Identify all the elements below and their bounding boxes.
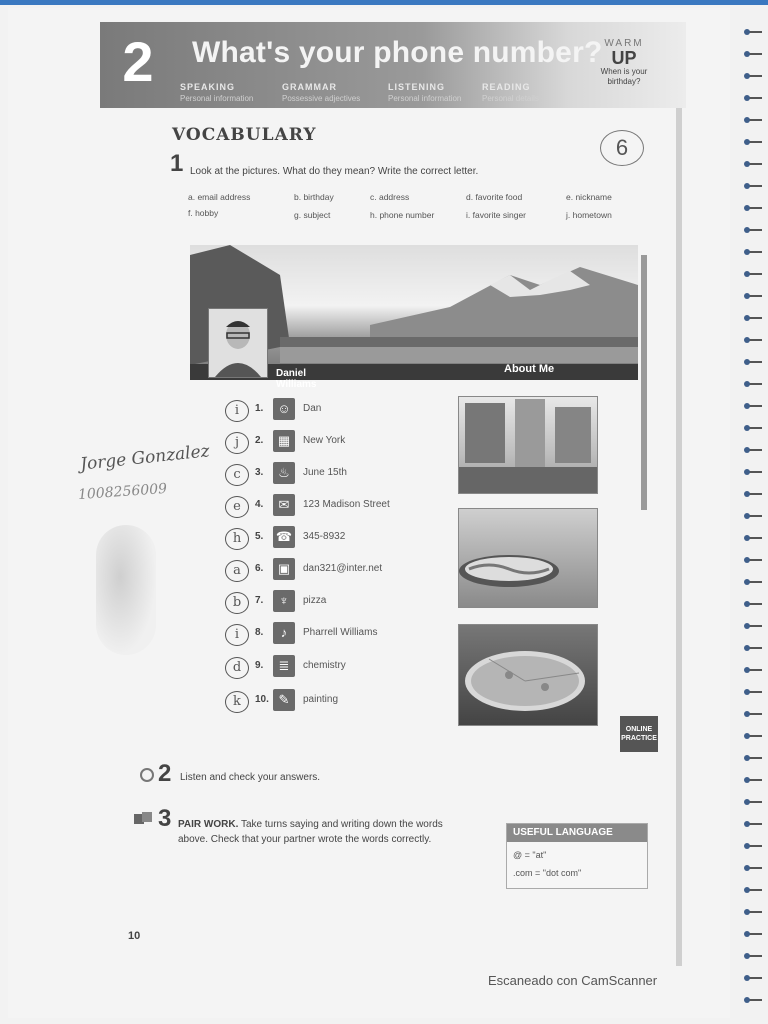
word-bank-item: g. subject — [294, 210, 331, 220]
scrollbar — [641, 255, 647, 510]
word-bank-item: a. email address — [188, 192, 251, 202]
skill-speaking: SPEAKING Personal information — [180, 82, 254, 103]
word-bank-item: d. favorite food — [466, 192, 523, 202]
exercise-3-number: 3 — [158, 805, 172, 832]
list-item: j 2. ▦ New York — [225, 430, 455, 456]
handwritten-answer: i — [225, 400, 249, 422]
word-bank-item: j. hometown — [566, 210, 612, 220]
cutlery-icon: ♆ — [273, 590, 295, 612]
handwritten-answer: i — [225, 624, 249, 646]
cake-icon: ♨ — [273, 462, 295, 484]
city-street-photo — [458, 396, 598, 494]
unit-number: 2 — [122, 30, 154, 93]
list-item: i 8. ♪ Pharrell Williams — [225, 622, 455, 648]
warm-up-box: WARM UP When is your birthday? — [600, 38, 648, 86]
pizza-illustration — [459, 625, 597, 725]
list-item: b 7. ♆ pizza — [225, 590, 455, 616]
microphone-icon: ♪ — [273, 622, 295, 644]
word-bank-item: f. hobby — [188, 208, 219, 218]
unit-title: What's your phone number? — [192, 36, 603, 69]
thumb-shadow — [96, 525, 156, 655]
person-photo-icon — [209, 309, 267, 377]
list-item: h 5. ☎ 345-8932 — [225, 526, 455, 552]
list-item: c 3. ♨ June 15th — [225, 462, 455, 488]
scanner-watermark: Escaneado con CamScanner — [488, 973, 658, 988]
handwritten-answer: k — [225, 691, 249, 713]
cake-photo — [458, 508, 598, 608]
page-edge-strip — [676, 108, 682, 966]
section-heading: VOCABULARY — [172, 125, 317, 145]
list-item: d 9. ≣ chemistry — [225, 655, 455, 681]
useful-language-line: .com = "dot com" — [513, 868, 582, 878]
list-item: k 10. ✎ painting — [225, 689, 455, 715]
skill-listening: LISTENING Personal information — [388, 82, 462, 103]
brush-icon: ✎ — [273, 689, 295, 711]
list-item: a 6. ▣ dan321@inter.net — [225, 558, 455, 584]
word-bank-item: i. favorite singer — [466, 210, 526, 220]
building-icon: ▦ — [273, 430, 295, 452]
handwritten-name: Jorge Gonzalez — [79, 441, 211, 475]
pizza-photo — [458, 624, 598, 726]
phone-icon: ☎ — [273, 526, 295, 548]
exercise-2-instruction: Listen and check your answers. — [180, 772, 321, 783]
word-bank-item: h. phone number — [370, 210, 435, 220]
avatar — [208, 308, 268, 378]
unit-banner — [100, 22, 686, 108]
page-number: 10 — [128, 930, 141, 942]
profile-name: Daniel Williams — [276, 368, 317, 390]
handwritten-answer: b — [225, 592, 249, 614]
computer-icon: ▣ — [273, 558, 295, 580]
list-item: e 4. ✉ 123 Madison Street — [225, 494, 455, 520]
person-icon: ☺ — [273, 398, 295, 420]
spiral-binding — [742, 22, 766, 1012]
word-bank-item: c. address — [370, 192, 410, 202]
handwritten-answer: c — [225, 464, 249, 486]
exercise-1-instruction: Look at the pictures. What do they mean? Write the correct letter. — [190, 166, 479, 177]
word-bank — [170, 190, 648, 230]
building-illustration — [459, 397, 597, 493]
handwritten-answer: j — [225, 432, 249, 454]
skill-grammar: GRAMMAR Possessive adjectives — [282, 82, 361, 103]
handwritten-answer: a — [225, 560, 249, 582]
handwritten-page-mark: 6 — [600, 130, 644, 166]
handwritten-answer: d — [225, 657, 249, 679]
handwritten-answer: e — [225, 496, 249, 518]
envelope-icon: ✉ — [273, 494, 295, 516]
handwritten-number: 1008256009 — [77, 480, 168, 504]
exercise-3-instruction: PAIR WORK. Take turns saying and writing down the words above. Check that your partner wrote the words correctly. — [178, 819, 443, 845]
useful-language-line: @ = "at" — [513, 850, 547, 860]
useful-language-title: USEFUL LANGUAGE — [507, 824, 647, 842]
skill-reading: READING Personal details — [482, 82, 539, 103]
handwritten-answer: h — [225, 528, 249, 550]
exercise-2-number: 2 — [158, 760, 172, 787]
cake-illustration — [459, 509, 597, 607]
exercise-1-number: 1 — [170, 150, 184, 177]
book-icon: ≣ — [273, 655, 295, 677]
online-practice-badge: ONLINE PRACTICE — [620, 716, 658, 752]
word-bank-item: e. nickname — [566, 192, 612, 202]
word-bank-item: b. birthday — [294, 192, 334, 202]
about-me-label: About Me — [504, 363, 555, 375]
spiral-rings — [742, 22, 766, 1012]
useful-language-box — [506, 823, 648, 889]
audio-icon — [140, 768, 154, 782]
list-item: i 1. ☺ Dan — [225, 398, 455, 424]
pair-work-icon — [134, 812, 154, 826]
top-accent-line — [0, 0, 768, 5]
